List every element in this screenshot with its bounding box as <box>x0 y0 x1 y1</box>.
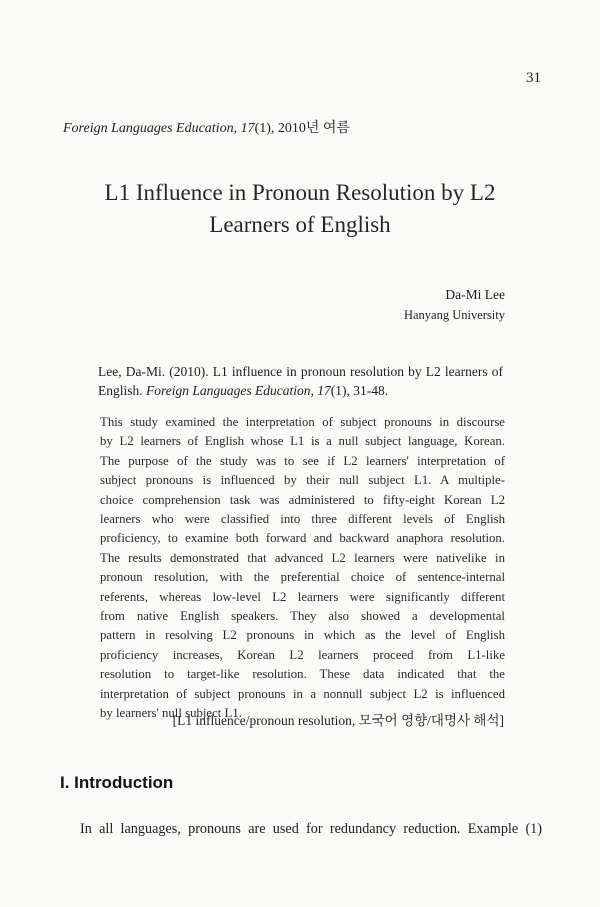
reference-citation <box>98 362 503 400</box>
abstract-line: by L2 learners of English whose L1 is a null subject language, Korean. <box>100 434 505 449</box>
paper-title-line-2: Learners of English <box>209 212 391 237</box>
abstract-line: pattern in resolving L2 pronouns in which as the level of English <box>100 628 505 643</box>
journal-issue-year: (1), 2010년 여름 <box>254 121 350 136</box>
abstract-line: referents, whereas low-level L2 learners were significantly different <box>100 589 505 604</box>
paper-title-line-1: L1 Influence in Pronoun Resolution by L2 <box>104 180 496 205</box>
keywords: [L1 influence/pronoun resolution, 모국어 영향/대명사 해석] <box>172 713 504 728</box>
author-name: Da-Mi Lee <box>445 287 505 302</box>
citation-journal: Foreign Languages Education, <box>146 383 314 398</box>
abstract-line: The results demonstrated that advanced L2 learners were nativelike in <box>100 550 505 565</box>
author-block <box>404 285 505 325</box>
abstract-line: subject pronouns is influenced by their null subject L1. A multiple- <box>100 473 505 488</box>
paper-title <box>60 177 540 241</box>
abstract <box>100 413 505 724</box>
abstract-line: by learners' null subject L1. <box>100 706 242 721</box>
citation-volume: 17 <box>317 383 331 398</box>
abstract-line: proficiency increases, Korean L2 learners proceed from L1-like <box>100 647 505 662</box>
journal-volume: 17 <box>240 121 255 136</box>
section-heading: I. Introduction <box>60 773 174 792</box>
page-number: 31 <box>526 70 541 86</box>
abstract-line: from native English speakers. They also showed a developmental <box>100 609 505 624</box>
journal-citation-header <box>63 117 350 137</box>
abstract-line: proficiency, to examine both forward and backward anaphora resolution. <box>100 531 505 546</box>
journal-name: Foreign Languages Education, <box>63 121 238 136</box>
abstract-line: pronoun resolution, with the preferential choice of sentence-internal <box>100 570 505 585</box>
abstract-line: resolution to target-like resolution. These data indicated that the <box>100 667 505 682</box>
intro-paragraph-line: In all languages, pronouns are used for redundancy reduction. Example (1) <box>80 821 542 837</box>
abstract-line: learners who were classified into three different levels of English <box>100 512 505 527</box>
citation-pages: (1), 31-48. <box>330 383 389 398</box>
author-affiliation: Hanyang University <box>403 308 505 322</box>
abstract-line: The purpose of the study was to see if L2 learners' interpretation of <box>100 453 505 468</box>
abstract-line: choice comprehension task was administered to fifty-eight Korean L2 <box>100 492 505 507</box>
citation-prefix: Lee, Da-Mi. (2010). L1 influence in pronoun resolution by L2 learners of English. <box>98 364 503 398</box>
abstract-line: interpretation of subject pronouns in a nonnull subject L2 is influenced <box>100 686 505 701</box>
abstract-line: This study examined the interpretation of subject pronouns in discourse <box>100 415 505 429</box>
